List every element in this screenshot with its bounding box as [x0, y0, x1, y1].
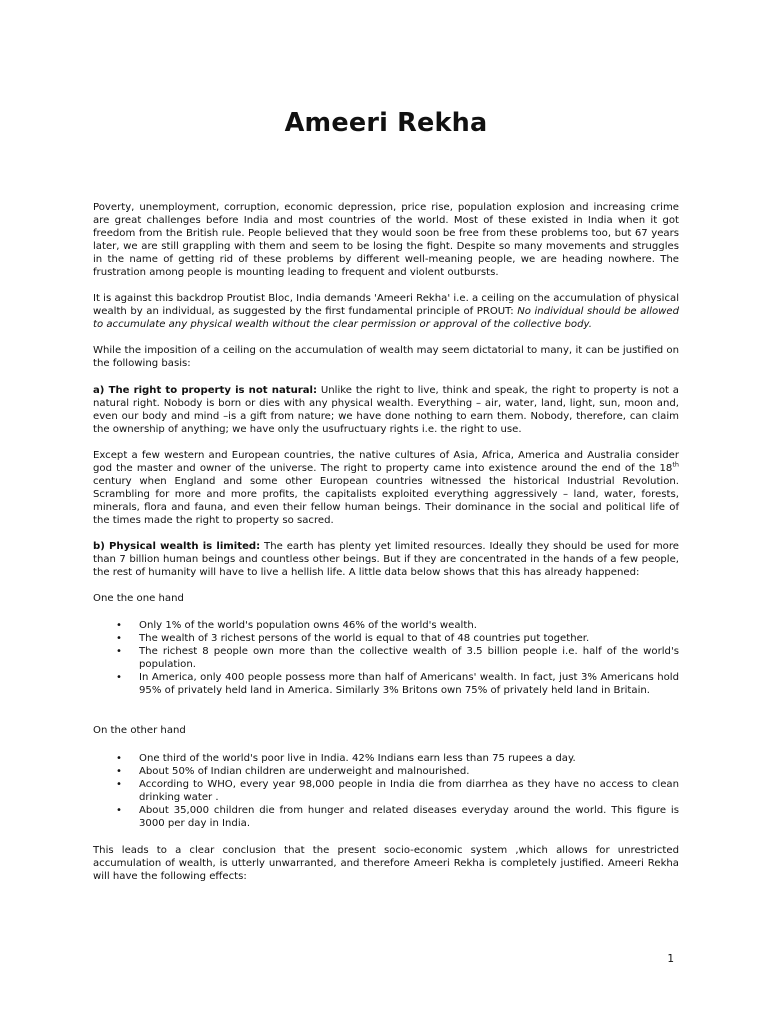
demand-paragraph	[93, 292, 679, 331]
other-hand-list	[93, 752, 679, 830]
document-body	[93, 201, 679, 896]
prout-principle-quote: No individual should be allowed to accumulate any physical wealth without the clear permission or approval of the collective body.	[93, 306, 679, 331]
section-a-heading: a) The right to property is not natural:	[93, 384, 318, 396]
list-item: • One third of the world's poor live in India. 42% Indians earn less than 75 rupees a day.	[93, 752, 679, 765]
other-hand-label: On the other hand	[93, 725, 186, 737]
page-number: 1	[667, 953, 674, 965]
western-text-part2: century when England and some other European countries witnessed the historical Industrial Revolution. Scrambling for more and more profits, the capitalists exploited everything aggressively – land, water, forests, minerals, flora and fauna, and even their fellow human beings. Their dominance in the social and political life of the times made the right to property so sacred.	[93, 475, 679, 526]
list-item: • About 50% of Indian children are underweight and malnourished.	[93, 765, 679, 778]
century-superscript: th	[672, 460, 679, 469]
list-item: • The wealth of 3 richest persons of the world is equal to that of 48 countries put together.	[93, 632, 679, 645]
list-item: • About 35,000 children die from hunger and related diseases everyday around the world. This figure is 3000 per day in India.	[93, 804, 679, 830]
section-b-text: The earth has plenty yet limited resources. Ideally they should be used for more than 7 billion human beings and countless other beings. But if they are concentrated in the hands of a few people, the rest of humanity will have to live a hellish life. A little data below shows that this has already happened:	[93, 540, 679, 579]
list-item: • In America, only 400 people possess more than half of Americans' wealth. In fact, just 3% Americans hold 95% of privately held land in America. Similarly 3% Britons own 75% of privately held land in Britain.	[93, 671, 679, 697]
list-item: • According to WHO, every year 98,000 people in India die from diarrhea as they have no access to clean drinking water .	[93, 778, 679, 804]
section-b-heading: b) Physical wealth is limited:	[93, 540, 261, 552]
conclusion-paragraph: This leads to a clear conclusion that the present socio-economic system ,which allows for unrestricted accumulation of wealth, is utterly unwarranted, and therefore Ameeri Rekha is completely justified. Ameeri Rekha will have the following effects:	[93, 844, 679, 882]
document-page	[93, 0, 679, 1024]
section-a-paragraph	[93, 384, 679, 436]
one-hand-label: One the one hand	[93, 593, 184, 605]
list-item: • The richest 8 people own more than the collective wealth of 3.5 billion people i.e. half of the world's population.	[93, 645, 679, 671]
western-paragraph	[93, 449, 679, 527]
justification-paragraph: While the imposition of a ceiling on the accumulation of wealth may seem dictatorial to many, it can be justified on the following basis:	[93, 345, 679, 370]
western-text-part1: Except a few western and European countries, the native cultures of Asia, Africa, America and Australia consider god the master and owner of the universe. The right to property came into existence around the end of the 18	[93, 449, 679, 474]
section-b-paragraph	[93, 540, 679, 579]
demand-text: It is against this backdrop Proutist Bloc, India demands 'Ameeri Rekha' i.e. a ceiling on the accumulation of physical wealth by an individual, as suggested by the first fundamental principle of PROUT:	[93, 293, 679, 318]
intro-paragraph: Poverty, unemployment, corruption, economic depression, price rise, population explosion and increasing crime are great challenges before India and most countries of the world. Most of these existed in India when it got freedom from the British rule. People believed that they would soon be free from these problems too, but 67 years later, we are still grappling with them and seem to be losing the fight. Despite so many movements and struggles in the name of getting rid of these problems by different well-meaning people, we are heading nowhere. The frustration among people is mounting leading to frequent and violent outbursts.	[93, 202, 679, 279]
page-title: Ameeri Rekha	[284, 108, 488, 138]
list-item: • Only 1% of the world's population owns 46% of the world's wealth.	[93, 619, 679, 632]
section-a-text: Unlike the right to live, think and speak, the right to property is not a natural right. Nobody is born or dies with any physical wealth. Everything – air, water, land, light, sun, moon and, even our body and mind –is a gift from nature; we have done nothing to earn them. Nobody, therefore, can claim the ownership of anything; we have only the usufructuary rights i.e. the right to use.	[93, 384, 679, 435]
one-hand-list	[93, 619, 679, 697]
